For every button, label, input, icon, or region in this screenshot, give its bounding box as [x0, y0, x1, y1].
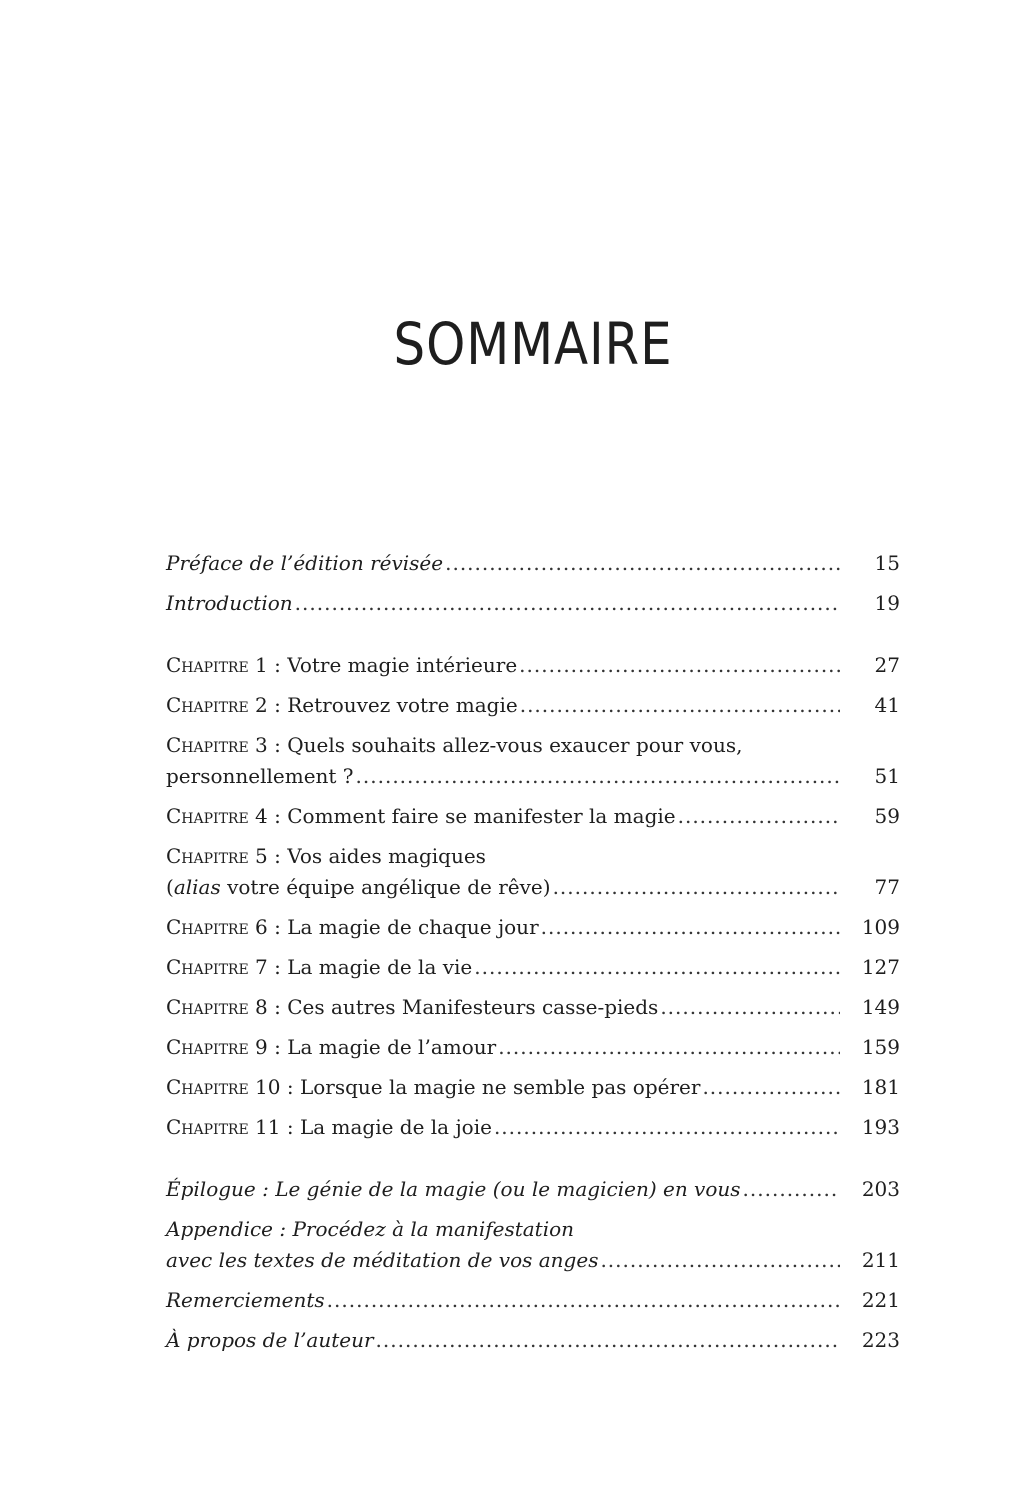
toc-page-number: 159: [861, 1035, 900, 1059]
toc-entry-label-continued: avec les textes de méditation de vos anges: [166, 1248, 599, 1272]
chapter-prefix: Chapitre: [166, 995, 249, 1019]
dot-leader: [541, 912, 840, 943]
toc-page-number: 51: [874, 764, 900, 788]
chapter-number: 9 :: [255, 1035, 281, 1059]
chapter-number: 4 :: [255, 804, 281, 828]
chapter-title: La magie de l’amour: [287, 1035, 497, 1059]
chapter-number: 3 :: [255, 733, 281, 757]
chapter-prefix: Chapitre: [166, 1035, 249, 1059]
chapter-title: Vos aides magiques: [287, 844, 486, 868]
chapter-number: 5 :: [255, 844, 281, 868]
toc-entry-appendix[interactable]: [166, 1214, 900, 1276]
dot-leader: [445, 548, 840, 579]
toc-entry-label: Épilogue : Le génie de la magie (ou le magicien) en vous: [166, 1177, 741, 1201]
chapter-title: Ces autres Manifesteurs casse-pieds: [287, 995, 659, 1019]
toc-page-number: 221: [861, 1288, 900, 1312]
toc-entry-chapter-9[interactable]: [166, 1032, 900, 1063]
chapter-number: 6 :: [255, 915, 281, 939]
toc-entry-acknowledgements[interactable]: [166, 1285, 900, 1316]
toc-page-number: 77: [874, 875, 900, 899]
dot-leader: [743, 1174, 840, 1205]
toc-page-number: 109: [861, 915, 900, 939]
dot-leader: [519, 650, 840, 681]
dot-leader: [295, 588, 840, 619]
toc-page-number: 127: [861, 955, 900, 979]
page-title: SOMMAIRE: [393, 310, 673, 378]
chapter-title: Quels souhaits allez-vous exaucer pour vous,: [287, 733, 743, 757]
dot-leader: [376, 1325, 840, 1356]
chapter-title-continued: (alias votre équipe angélique de rêve): [166, 875, 551, 899]
toc-page-number: 223: [861, 1328, 900, 1352]
chapter-number: 8 :: [255, 995, 281, 1019]
toc-page-number: 59: [874, 804, 900, 828]
chapter-prefix: Chapitre: [166, 693, 249, 717]
dot-leader: [600, 1245, 840, 1276]
chapter-title-continued: personnellement ?: [166, 764, 354, 788]
toc-entry-chapter-1[interactable]: [166, 650, 900, 681]
toc-page-number: 19: [874, 591, 900, 615]
chapter-number: 10 :: [255, 1075, 294, 1099]
toc-entry-label: Préface de l’édition révisée: [166, 551, 444, 575]
toc-entry-chapter-11[interactable]: [166, 1112, 900, 1143]
chapter-number: 11 :: [255, 1115, 294, 1139]
toc-entry-preface[interactable]: [166, 548, 900, 579]
table-of-contents: [166, 548, 900, 1365]
dot-leader: [498, 1032, 840, 1063]
chapter-prefix: Chapitre: [166, 915, 249, 939]
chapter-prefix: Chapitre: [166, 844, 249, 868]
toc-entry-label: Remerciements: [166, 1288, 325, 1312]
chapter-title: La magie de la joie: [299, 1115, 492, 1139]
toc-page-number: 193: [861, 1115, 900, 1139]
toc-entry-label: Appendice : Procédez à la manifestation: [166, 1217, 575, 1241]
chapter-title: Comment faire se manifester la magie: [287, 804, 676, 828]
dot-leader: [327, 1285, 840, 1316]
chapter-title: La magie de chaque jour: [287, 915, 539, 939]
dot-leader: [553, 872, 840, 903]
chapter-number: 2 :: [255, 693, 281, 717]
toc-entry-chapter-2[interactable]: [166, 690, 900, 721]
chapter-title: Votre magie intérieure: [287, 653, 518, 677]
chapter-prefix: Chapitre: [166, 1075, 249, 1099]
dot-leader: [660, 992, 840, 1023]
dot-leader: [494, 1112, 840, 1143]
toc-entry-chapter-8[interactable]: [166, 992, 900, 1023]
chapter-title: Retrouvez votre magie: [287, 693, 518, 717]
chapter-title: La magie de la vie: [287, 955, 473, 979]
dot-leader: [520, 690, 840, 721]
toc-entry-label: Introduction: [166, 591, 293, 615]
toc-page-number: 27: [874, 653, 900, 677]
toc-page-number: 203: [861, 1177, 900, 1201]
chapter-prefix: Chapitre: [166, 733, 249, 757]
dot-leader: [702, 1072, 840, 1103]
toc-entry-chapter-5[interactable]: [166, 841, 900, 903]
toc-page-number: 181: [861, 1075, 900, 1099]
chapter-title: Lorsque la magie ne semble pas opérer: [299, 1075, 701, 1099]
dot-leader: [474, 952, 840, 983]
dot-leader: [678, 801, 840, 832]
chapter-number: 7 :: [255, 955, 281, 979]
toc-page-number: 41: [874, 693, 900, 717]
chapter-prefix: Chapitre: [166, 653, 249, 677]
toc-entry-about-author[interactable]: [166, 1325, 900, 1356]
toc-entry-chapter-3[interactable]: [166, 730, 900, 792]
toc-entry-epilogue[interactable]: [166, 1174, 900, 1205]
dot-leader: [356, 761, 840, 792]
toc-page-number: 15: [874, 551, 900, 575]
toc-entry-introduction[interactable]: [166, 588, 900, 619]
chapter-prefix: Chapitre: [166, 1115, 249, 1139]
toc-entry-chapter-4[interactable]: [166, 801, 900, 832]
toc-page-number: 211: [861, 1248, 900, 1272]
chapter-prefix: Chapitre: [166, 955, 249, 979]
toc-entry-chapter-10[interactable]: [166, 1072, 900, 1103]
toc-entry-label: À propos de l’auteur: [166, 1328, 374, 1352]
toc-page-number: 149: [861, 995, 900, 1019]
chapter-number: 1 :: [255, 653, 281, 677]
chapter-prefix: Chapitre: [166, 804, 249, 828]
toc-entry-chapter-7[interactable]: [166, 952, 900, 983]
toc-entry-chapter-6[interactable]: [166, 912, 900, 943]
